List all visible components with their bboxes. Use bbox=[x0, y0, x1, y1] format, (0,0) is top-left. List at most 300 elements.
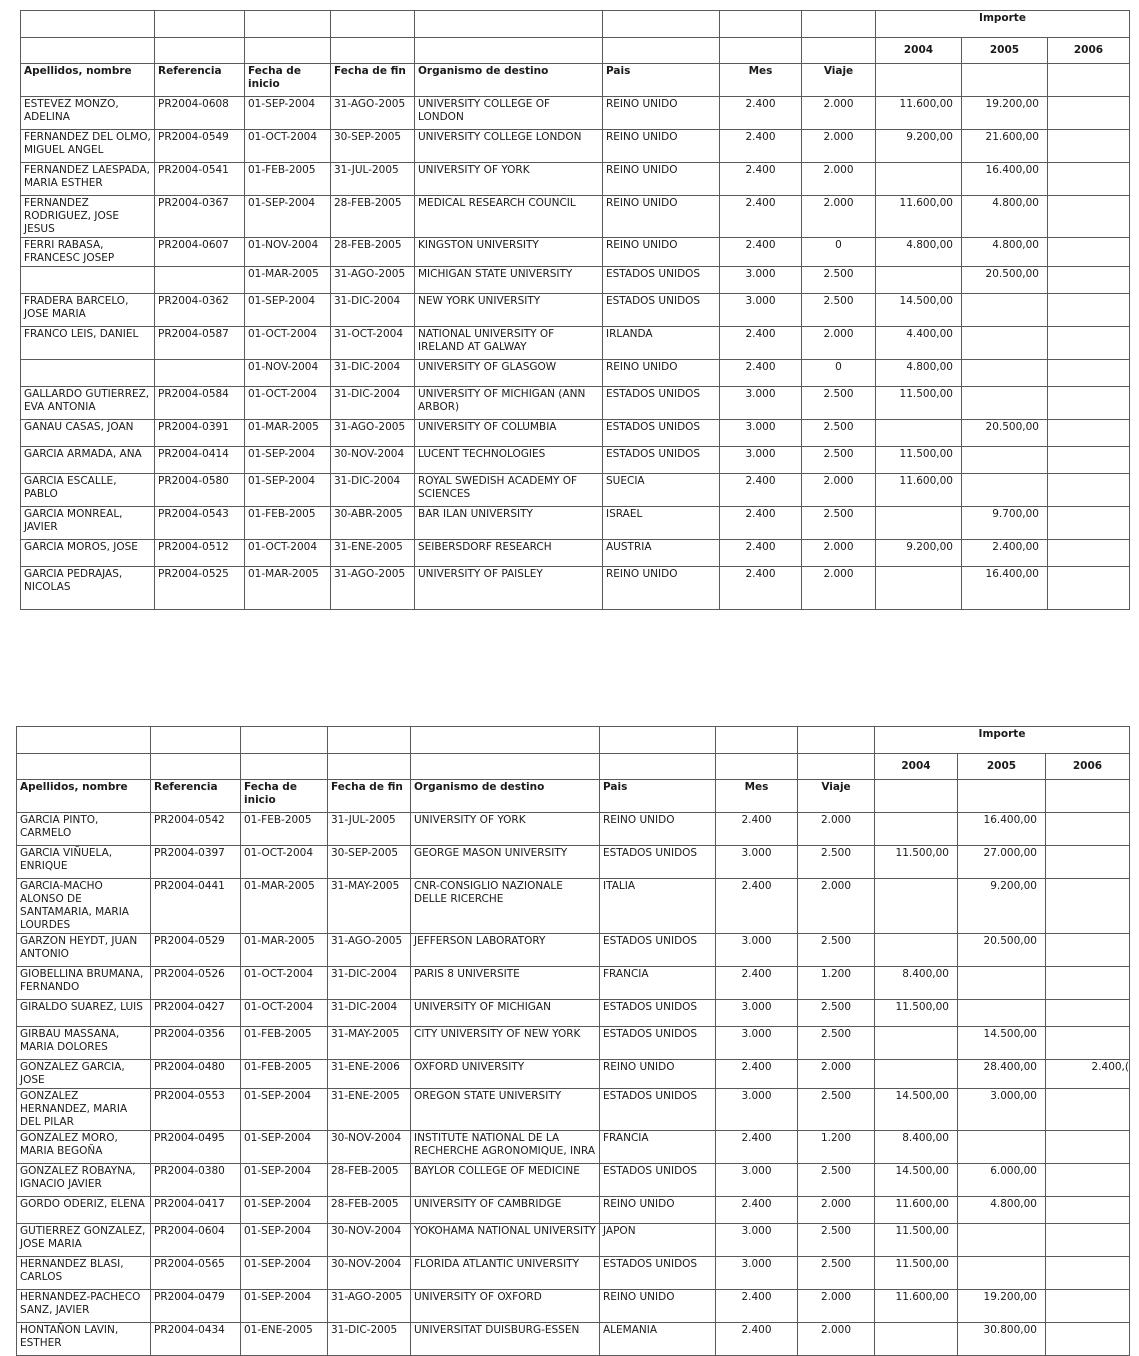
cell-fecha-fin: 30-NOV-2004 bbox=[328, 1131, 411, 1164]
cell-referencia: PR2004-0608 bbox=[155, 97, 245, 130]
cell-name: GUTIERREZ GONZALEZ, JOSE MARIA bbox=[17, 1224, 151, 1257]
cell-name: FRANCO LEIS, DANIEL bbox=[21, 327, 155, 360]
cell-organismo: JEFFERSON LABORATORY bbox=[411, 934, 600, 967]
cell-pais: REINO UNIDO bbox=[600, 813, 716, 846]
cell-viaje: 2.000 bbox=[802, 130, 876, 163]
cell-viaje: 2.500 bbox=[798, 1089, 875, 1131]
table-row bbox=[21, 327, 1130, 360]
cell-fecha-fin: 31-JUL-2005 bbox=[331, 163, 415, 196]
cell-importe-2004: 8.400,00 bbox=[875, 1131, 958, 1164]
cell-importe-2006 bbox=[1048, 540, 1130, 567]
col-header-apellidos: Apellidos, nombre bbox=[17, 780, 151, 813]
cell-fecha-fin: 31-AGO-2005 bbox=[328, 934, 411, 967]
cell-referencia: PR2004-0565 bbox=[151, 1257, 241, 1290]
cell-mes: 2.400 bbox=[716, 879, 798, 934]
cell-name: HONTAÑON LAVIN, ESTHER bbox=[17, 1323, 151, 1356]
cell-name: FERNANDEZ DEL OLMO, MIGUEL ANGEL bbox=[21, 130, 155, 163]
cell-referencia: PR2004-0549 bbox=[155, 130, 245, 163]
cell-mes: 3.000 bbox=[716, 1000, 798, 1027]
cell-pais: ESTADOS UNIDOS bbox=[603, 294, 720, 327]
cell-importe-2005 bbox=[962, 387, 1048, 420]
cell-organismo: NATIONAL UNIVERSITY OF IRELAND AT GALWAY bbox=[415, 327, 603, 360]
cell-fecha-fin: 31-ENE-2005 bbox=[328, 1089, 411, 1131]
cell-viaje: 2.000 bbox=[802, 327, 876, 360]
cell-name: HERNANDEZ-PACHECO SANZ, JAVIER bbox=[17, 1290, 151, 1323]
table-row bbox=[21, 387, 1130, 420]
cell-name: ESTEVEZ MONZO, ADELINA bbox=[21, 97, 155, 130]
cell-fecha-inicio: 01-SEP-2004 bbox=[241, 1197, 328, 1224]
cell-pais: JAPON bbox=[600, 1224, 716, 1257]
table-row bbox=[21, 196, 1130, 238]
table-row bbox=[17, 813, 1130, 846]
table-row bbox=[17, 1089, 1130, 1131]
cell-importe-2004: 11.500,00 bbox=[875, 1257, 958, 1290]
cell-pais: ISRAEL bbox=[603, 507, 720, 540]
cell-organismo: UNIVERSITY OF OXFORD bbox=[411, 1290, 600, 1323]
cell-referencia: PR2004-0553 bbox=[151, 1089, 241, 1131]
table-1-head bbox=[21, 11, 1130, 97]
cell-viaje: 2.000 bbox=[802, 163, 876, 196]
cell-referencia: PR2004-0479 bbox=[151, 1290, 241, 1323]
cell-importe-2004 bbox=[876, 267, 962, 294]
cell-viaje: 2.000 bbox=[798, 813, 875, 846]
cell-organismo: UNIVERSITY OF MICHIGAN (ANN ARBOR) bbox=[415, 387, 603, 420]
cell-pais: SUECIA bbox=[603, 474, 720, 507]
cell-fecha-inicio: 01-FEB-2005 bbox=[245, 163, 331, 196]
cell-organismo: UNIVERSITAT DUISBURG-ESSEN bbox=[411, 1323, 600, 1356]
cell-importe-2004 bbox=[875, 1060, 958, 1089]
cell-fecha-fin: 31-DIC-2004 bbox=[328, 967, 411, 1000]
cell-mes: 3.000 bbox=[720, 387, 802, 420]
cell-pais: REINO UNIDO bbox=[600, 1060, 716, 1089]
cell-pais: FRANCIA bbox=[600, 967, 716, 1000]
cell-importe-2006 bbox=[1048, 447, 1130, 474]
header-row-years bbox=[21, 38, 1130, 64]
cell-fecha-fin: 28-FEB-2005 bbox=[328, 1164, 411, 1197]
header-row-columns bbox=[21, 64, 1130, 97]
cell-fecha-fin: 31-AGO-2005 bbox=[331, 267, 415, 294]
cell-importe-2004: 14.500,00 bbox=[875, 1164, 958, 1197]
cell-viaje: 2.500 bbox=[798, 1027, 875, 1060]
cell-importe-2005 bbox=[962, 294, 1048, 327]
header-row-years bbox=[17, 754, 1130, 780]
cell-importe-2004: 11.500,00 bbox=[876, 447, 962, 474]
cell-mes: 2.400 bbox=[720, 238, 802, 267]
cell-organismo: BAR ILAN UNIVERSITY bbox=[415, 507, 603, 540]
cell-referencia: PR2004-0356 bbox=[151, 1027, 241, 1060]
cell-importe-2006 bbox=[1046, 1027, 1130, 1060]
cell-organismo: YOKOHAMA NATIONAL UNIVERSITY bbox=[411, 1224, 600, 1257]
cell-fecha-inicio: 01-NOV-2004 bbox=[245, 360, 331, 387]
cell-pais: ESTADOS UNIDOS bbox=[600, 1027, 716, 1060]
cell-importe-2004: 11.500,00 bbox=[875, 1224, 958, 1257]
col-header-referencia: Referencia bbox=[151, 780, 241, 813]
cell-fecha-inicio: 01-MAR-2005 bbox=[245, 567, 331, 610]
table-row bbox=[21, 97, 1130, 130]
cell-viaje: 2.000 bbox=[798, 1197, 875, 1224]
cell-viaje: 2.000 bbox=[798, 1323, 875, 1356]
cell-importe-2005: 21.600,00 bbox=[962, 130, 1048, 163]
cell-fecha-inicio: 01-OCT-2004 bbox=[245, 327, 331, 360]
table-row bbox=[17, 1131, 1130, 1164]
cell-importe-2004 bbox=[875, 934, 958, 967]
table-row bbox=[17, 1000, 1130, 1027]
cell-referencia: PR2004-0541 bbox=[155, 163, 245, 196]
col-header-viaje: Viaje bbox=[798, 780, 875, 813]
cell-fecha-inicio: 01-SEP-2004 bbox=[241, 1224, 328, 1257]
cell-fecha-inicio: 01-SEP-2004 bbox=[241, 1164, 328, 1197]
table-row bbox=[17, 967, 1130, 1000]
cell-viaje: 2.500 bbox=[798, 1224, 875, 1257]
cell-fecha-inicio: 01-OCT-2004 bbox=[241, 846, 328, 879]
cell-fecha-fin: 30-SEP-2005 bbox=[328, 846, 411, 879]
cell-referencia: PR2004-0367 bbox=[155, 196, 245, 238]
cell-organismo: FLORIDA ATLANTIC UNIVERSITY bbox=[411, 1257, 600, 1290]
cell-fecha-fin: 31-DIC-2004 bbox=[328, 1000, 411, 1027]
table-2-body bbox=[17, 813, 1130, 1356]
cell-pais: ESTADOS UNIDOS bbox=[603, 420, 720, 447]
cell-importe-2005: 20.500,00 bbox=[962, 267, 1048, 294]
cell-fecha-inicio: 01-FEB-2005 bbox=[241, 1060, 328, 1089]
cell-fecha-inicio: 01-SEP-2004 bbox=[245, 474, 331, 507]
cell-pais: ESTADOS UNIDOS bbox=[600, 1164, 716, 1197]
cell-name: GARCIA MONREAL, JAVIER bbox=[21, 507, 155, 540]
cell-referencia: PR2004-0391 bbox=[155, 420, 245, 447]
cell-viaje: 2.500 bbox=[798, 1257, 875, 1290]
cell-fecha-inicio: 01-SEP-2004 bbox=[241, 1257, 328, 1290]
cell-pais: ESTADOS UNIDOS bbox=[600, 934, 716, 967]
cell-mes: 3.000 bbox=[716, 846, 798, 879]
table-row bbox=[17, 1027, 1130, 1060]
table-row bbox=[21, 360, 1130, 387]
cell-organismo: CITY UNIVERSITY OF NEW YORK bbox=[411, 1027, 600, 1060]
table-row bbox=[17, 1323, 1130, 1356]
cell-mes: 2.400 bbox=[720, 196, 802, 238]
cell-importe-2004: 11.600,00 bbox=[875, 1290, 958, 1323]
cell-importe-2006 bbox=[1046, 1089, 1130, 1131]
cell-pais: ESTADOS UNIDOS bbox=[603, 447, 720, 474]
cell-referencia: PR2004-0434 bbox=[151, 1323, 241, 1356]
cell-importe-2006 bbox=[1048, 360, 1130, 387]
cell-importe-2004: 4.800,00 bbox=[876, 360, 962, 387]
cell-viaje: 0 bbox=[802, 238, 876, 267]
cell-organismo: MEDICAL RESEARCH COUNCIL bbox=[415, 196, 603, 238]
table-row bbox=[21, 540, 1130, 567]
table-1-body bbox=[21, 97, 1130, 610]
cell-name: GARCIA MOROS, JOSE bbox=[21, 540, 155, 567]
table-row bbox=[21, 567, 1130, 610]
cell-organismo: SEIBERSDORF RESEARCH bbox=[415, 540, 603, 567]
cell-fecha-inicio: 01-SEP-2004 bbox=[245, 196, 331, 238]
cell-importe-2005: 30.800,00 bbox=[958, 1323, 1046, 1356]
cell-importe-2004: 11.600,00 bbox=[876, 196, 962, 238]
year-2004-header: 2004 bbox=[875, 754, 958, 780]
cell-fecha-inicio: 01-OCT-2004 bbox=[241, 1000, 328, 1027]
cell-referencia: PR2004-0526 bbox=[151, 967, 241, 1000]
cell-viaje: 2.500 bbox=[802, 507, 876, 540]
cell-referencia: PR2004-0584 bbox=[155, 387, 245, 420]
cell-fecha-fin: 31-AGO-2005 bbox=[331, 97, 415, 130]
cell-fecha-inicio: 01-MAR-2005 bbox=[245, 267, 331, 294]
cell-importe-2006 bbox=[1046, 1197, 1130, 1224]
cell-fecha-inicio: 01-NOV-2004 bbox=[245, 238, 331, 267]
grants-table-1 bbox=[20, 10, 1130, 610]
col-header-organismo: Organismo de destino bbox=[415, 64, 603, 97]
cell-importe-2005 bbox=[962, 360, 1048, 387]
cell-organismo: INSTITUTE NATIONAL DE LA RECHERCHE AGRONOMIQUE, INRA bbox=[411, 1131, 600, 1164]
cell-pais: IRLANDA bbox=[603, 327, 720, 360]
cell-organismo: UNIVERSITY OF CAMBRIDGE bbox=[411, 1197, 600, 1224]
cell-organismo: PARIS 8 UNIVERSITE bbox=[411, 967, 600, 1000]
cell-importe-2005: 9.200,00 bbox=[958, 879, 1046, 934]
cell-name: GARCIA VIÑUELA, ENRIQUE bbox=[17, 846, 151, 879]
cell-importe-2004 bbox=[876, 567, 962, 610]
cell-pais: REINO UNIDO bbox=[603, 567, 720, 610]
table-row bbox=[21, 420, 1130, 447]
cell-importe-2006 bbox=[1046, 934, 1130, 967]
cell-organismo: UNIVERSITY OF YORK bbox=[411, 813, 600, 846]
cell-importe-2006 bbox=[1048, 267, 1130, 294]
cell-fecha-inicio: 01-SEP-2004 bbox=[245, 447, 331, 474]
cell-organismo: UNIVERSITY COLLEGE LONDON bbox=[415, 130, 603, 163]
table-row bbox=[17, 1164, 1130, 1197]
table-row bbox=[21, 507, 1130, 540]
cell-importe-2006 bbox=[1048, 97, 1130, 130]
cell-importe-2006 bbox=[1048, 238, 1130, 267]
cell-viaje: 1.200 bbox=[798, 1131, 875, 1164]
cell-pais: ITALIA bbox=[600, 879, 716, 934]
cell-importe-2004 bbox=[875, 1323, 958, 1356]
cell-organismo: UNIVERSITY OF MICHIGAN bbox=[411, 1000, 600, 1027]
cell-importe-2005 bbox=[962, 327, 1048, 360]
cell-pais: REINO UNIDO bbox=[600, 1197, 716, 1224]
cell-fecha-inicio: 01-SEP-2004 bbox=[241, 1131, 328, 1164]
cell-mes: 2.400 bbox=[720, 474, 802, 507]
cell-pais: ESTADOS UNIDOS bbox=[600, 846, 716, 879]
cell-referencia: PR2004-0480 bbox=[151, 1060, 241, 1089]
cell-mes: 2.400 bbox=[716, 813, 798, 846]
col-header-fecha-fin: Fecha de fin bbox=[328, 780, 411, 813]
cell-mes: 2.400 bbox=[716, 1290, 798, 1323]
cell-fecha-inicio: 01-SEP-2004 bbox=[241, 1290, 328, 1323]
cell-viaje: 2.500 bbox=[798, 934, 875, 967]
cell-viaje: 2.500 bbox=[798, 846, 875, 879]
cell-pais: REINO UNIDO bbox=[603, 238, 720, 267]
table-row bbox=[17, 1224, 1130, 1257]
table-row bbox=[17, 1290, 1130, 1323]
header-row-importe bbox=[17, 727, 1130, 754]
cell-organismo: KINGSTON UNIVERSITY bbox=[415, 238, 603, 267]
cell-importe-2004: 11.500,00 bbox=[876, 387, 962, 420]
cell-mes: 2.400 bbox=[720, 507, 802, 540]
cell-importe-2005: 16.400,00 bbox=[962, 567, 1048, 610]
table-row bbox=[17, 846, 1130, 879]
cell-importe-2005: 4.800,00 bbox=[962, 238, 1048, 267]
cell-viaje: 2.000 bbox=[802, 97, 876, 130]
cell-importe-2005 bbox=[958, 1131, 1046, 1164]
cell-importe-2005: 20.500,00 bbox=[958, 934, 1046, 967]
cell-fecha-inicio: 01-MAR-2005 bbox=[245, 420, 331, 447]
cell-pais: REINO UNIDO bbox=[600, 1290, 716, 1323]
cell-pais: REINO UNIDO bbox=[603, 196, 720, 238]
cell-name: GONZALEZ GARCIA, JOSE bbox=[17, 1060, 151, 1089]
cell-name: GORDO ODERIZ, ELENA bbox=[17, 1197, 151, 1224]
cell-importe-2006 bbox=[1046, 1131, 1130, 1164]
col-header-apellidos: Apellidos, nombre bbox=[21, 64, 155, 97]
cell-importe-2005: 3.000,00 bbox=[958, 1089, 1046, 1131]
cell-referencia: PR2004-0441 bbox=[151, 879, 241, 934]
cell-importe-2004: 4.400,00 bbox=[876, 327, 962, 360]
cell-importe-2005: 27.000,00 bbox=[958, 846, 1046, 879]
cell-organismo: LUCENT TECHNOLOGIES bbox=[415, 447, 603, 474]
cell-importe-2006 bbox=[1046, 846, 1130, 879]
cell-name: FERRI RABASA, FRANCESC JOSEP bbox=[21, 238, 155, 267]
table-row bbox=[17, 1060, 1130, 1089]
cell-fecha-inicio: 01-MAR-2005 bbox=[241, 879, 328, 934]
cell-importe-2004: 4.800,00 bbox=[876, 238, 962, 267]
cell-pais: ESTADOS UNIDOS bbox=[603, 387, 720, 420]
cell-mes: 2.400 bbox=[720, 163, 802, 196]
cell-fecha-fin: 30-NOV-2004 bbox=[331, 447, 415, 474]
cell-fecha-fin: 31-JUL-2005 bbox=[328, 813, 411, 846]
cell-importe-2004 bbox=[875, 813, 958, 846]
cell-referencia: PR2004-0362 bbox=[155, 294, 245, 327]
cell-fecha-inicio: 01-MAR-2005 bbox=[241, 934, 328, 967]
cell-viaje: 2.500 bbox=[802, 387, 876, 420]
cell-importe-2004: 14.500,00 bbox=[876, 294, 962, 327]
cell-name: GARCIA-MACHO ALONSO DE SANTAMARIA, MARIA LOURDES bbox=[17, 879, 151, 934]
cell-name: FRADERA BARCELO, JOSE MARIA bbox=[21, 294, 155, 327]
header-row-importe bbox=[21, 11, 1130, 38]
cell-viaje: 2.500 bbox=[798, 1164, 875, 1197]
cell-name: GALLARDO GUTIERREZ, EVA ANTONIA bbox=[21, 387, 155, 420]
cell-viaje: 0 bbox=[802, 360, 876, 387]
cell-viaje: 2.000 bbox=[802, 474, 876, 507]
cell-fecha-fin: 31-DIC-2004 bbox=[331, 474, 415, 507]
cell-fecha-fin: 31-DIC-2004 bbox=[331, 387, 415, 420]
cell-name: HERNANDEZ BLASI, CARLOS bbox=[17, 1257, 151, 1290]
cell-importe-2006 bbox=[1048, 420, 1130, 447]
cell-importe-2006 bbox=[1048, 163, 1130, 196]
cell-pais: REINO UNIDO bbox=[603, 97, 720, 130]
cell-fecha-inicio: 01-OCT-2004 bbox=[245, 540, 331, 567]
header-row-columns bbox=[17, 780, 1130, 813]
table-row bbox=[21, 130, 1130, 163]
cell-importe-2005: 4.800,00 bbox=[958, 1197, 1046, 1224]
cell-importe-2006 bbox=[1048, 196, 1130, 238]
cell-fecha-fin: 31-DIC-2004 bbox=[331, 360, 415, 387]
cell-fecha-fin: 30-NOV-2004 bbox=[328, 1224, 411, 1257]
cell-mes: 2.400 bbox=[720, 327, 802, 360]
cell-fecha-inicio: 01-FEB-2005 bbox=[241, 1027, 328, 1060]
cell-fecha-fin: 31-ENE-2005 bbox=[331, 540, 415, 567]
cell-pais: REINO UNIDO bbox=[603, 130, 720, 163]
cell-name: FERNANDEZ RODRIGUEZ, JOSE JESUS bbox=[21, 196, 155, 238]
cell-referencia bbox=[155, 360, 245, 387]
cell-viaje: 2.000 bbox=[798, 1290, 875, 1323]
cell-importe-2005: 16.400,00 bbox=[958, 813, 1046, 846]
cell-importe-2005: 6.000,00 bbox=[958, 1164, 1046, 1197]
cell-importe-2004: 11.600,00 bbox=[875, 1197, 958, 1224]
cell-importe-2005: 28.400,00 bbox=[958, 1060, 1046, 1089]
cell-pais: FRANCIA bbox=[600, 1131, 716, 1164]
cell-viaje: 2.000 bbox=[802, 567, 876, 610]
col-header-fecha-inicio: Fecha de inicio bbox=[245, 64, 331, 97]
cell-referencia: PR2004-0495 bbox=[151, 1131, 241, 1164]
cell-importe-2006 bbox=[1046, 967, 1130, 1000]
table-row bbox=[17, 934, 1130, 967]
cell-referencia: PR2004-0543 bbox=[155, 507, 245, 540]
cell-mes: 3.000 bbox=[716, 1257, 798, 1290]
cell-mes: 2.400 bbox=[716, 1060, 798, 1089]
cell-mes: 3.000 bbox=[720, 294, 802, 327]
cell-viaje: 2.500 bbox=[802, 420, 876, 447]
cell-importe-2006 bbox=[1046, 1257, 1130, 1290]
cell-fecha-fin: 31-AGO-2005 bbox=[331, 420, 415, 447]
cell-referencia: PR2004-0580 bbox=[155, 474, 245, 507]
cell-viaje: 2.000 bbox=[798, 1060, 875, 1089]
table-row bbox=[21, 447, 1130, 474]
cell-importe-2004: 14.500,00 bbox=[875, 1089, 958, 1131]
cell-pais: REINO UNIDO bbox=[603, 360, 720, 387]
cell-importe-2004: 8.400,00 bbox=[875, 967, 958, 1000]
cell-importe-2005 bbox=[962, 474, 1048, 507]
cell-organismo: UNIVERSITY OF GLASGOW bbox=[415, 360, 603, 387]
cell-organismo: ROYAL SWEDISH ACADEMY OF SCIENCES bbox=[415, 474, 603, 507]
cell-fecha-fin: 31-DIC-2005 bbox=[328, 1323, 411, 1356]
cell-pais: ESTADOS UNIDOS bbox=[603, 267, 720, 294]
col-header-fecha-inicio: Fecha de inicio bbox=[241, 780, 328, 813]
cell-name: GIRBAU MASSANA, MARIA DOLORES bbox=[17, 1027, 151, 1060]
table-row bbox=[21, 238, 1130, 267]
cell-importe-2005: 9.700,00 bbox=[962, 507, 1048, 540]
cell-viaje: 1.200 bbox=[798, 967, 875, 1000]
cell-importe-2006 bbox=[1048, 474, 1130, 507]
cell-name: GARCIA ESCALLE, PABLO bbox=[21, 474, 155, 507]
year-2006-header: 2006 bbox=[1046, 754, 1130, 780]
cell-importe-2006 bbox=[1046, 813, 1130, 846]
col-header-mes: Mes bbox=[716, 780, 798, 813]
cell-organismo: OREGON STATE UNIVERSITY bbox=[411, 1089, 600, 1131]
cell-viaje: 2.500 bbox=[798, 1000, 875, 1027]
cell-referencia: PR2004-0529 bbox=[151, 934, 241, 967]
table-row bbox=[21, 267, 1130, 294]
cell-importe-2005 bbox=[958, 1257, 1046, 1290]
cell-referencia: PR2004-0397 bbox=[151, 846, 241, 879]
cell-referencia: PR2004-0587 bbox=[155, 327, 245, 360]
cell-organismo: UNIVERSITY COLLEGE OF LONDON bbox=[415, 97, 603, 130]
cell-mes: 3.000 bbox=[720, 267, 802, 294]
cell-referencia: PR2004-0380 bbox=[151, 1164, 241, 1197]
table-row bbox=[17, 1257, 1130, 1290]
cell-fecha-inicio: 01-OCT-2004 bbox=[241, 967, 328, 1000]
cell-name: GIRALDO SUAREZ, LUIS bbox=[17, 1000, 151, 1027]
cell-importe-2006 bbox=[1048, 507, 1130, 540]
col-header-mes: Mes bbox=[720, 64, 802, 97]
cell-importe-2005 bbox=[958, 1224, 1046, 1257]
cell-importe-2005: 14.500,00 bbox=[958, 1027, 1046, 1060]
cell-mes: 3.000 bbox=[720, 420, 802, 447]
cell-viaje: 2.500 bbox=[802, 447, 876, 474]
cell-importe-2005: 20.500,00 bbox=[962, 420, 1048, 447]
table-row bbox=[17, 1197, 1130, 1224]
col-header-organismo: Organismo de destino bbox=[411, 780, 600, 813]
cell-importe-2006 bbox=[1046, 1164, 1130, 1197]
cell-referencia bbox=[155, 267, 245, 294]
table-row bbox=[21, 294, 1130, 327]
cell-name: GONZALEZ ROBAYNA, IGNACIO JAVIER bbox=[17, 1164, 151, 1197]
cell-fecha-fin: 30-ABR-2005 bbox=[331, 507, 415, 540]
